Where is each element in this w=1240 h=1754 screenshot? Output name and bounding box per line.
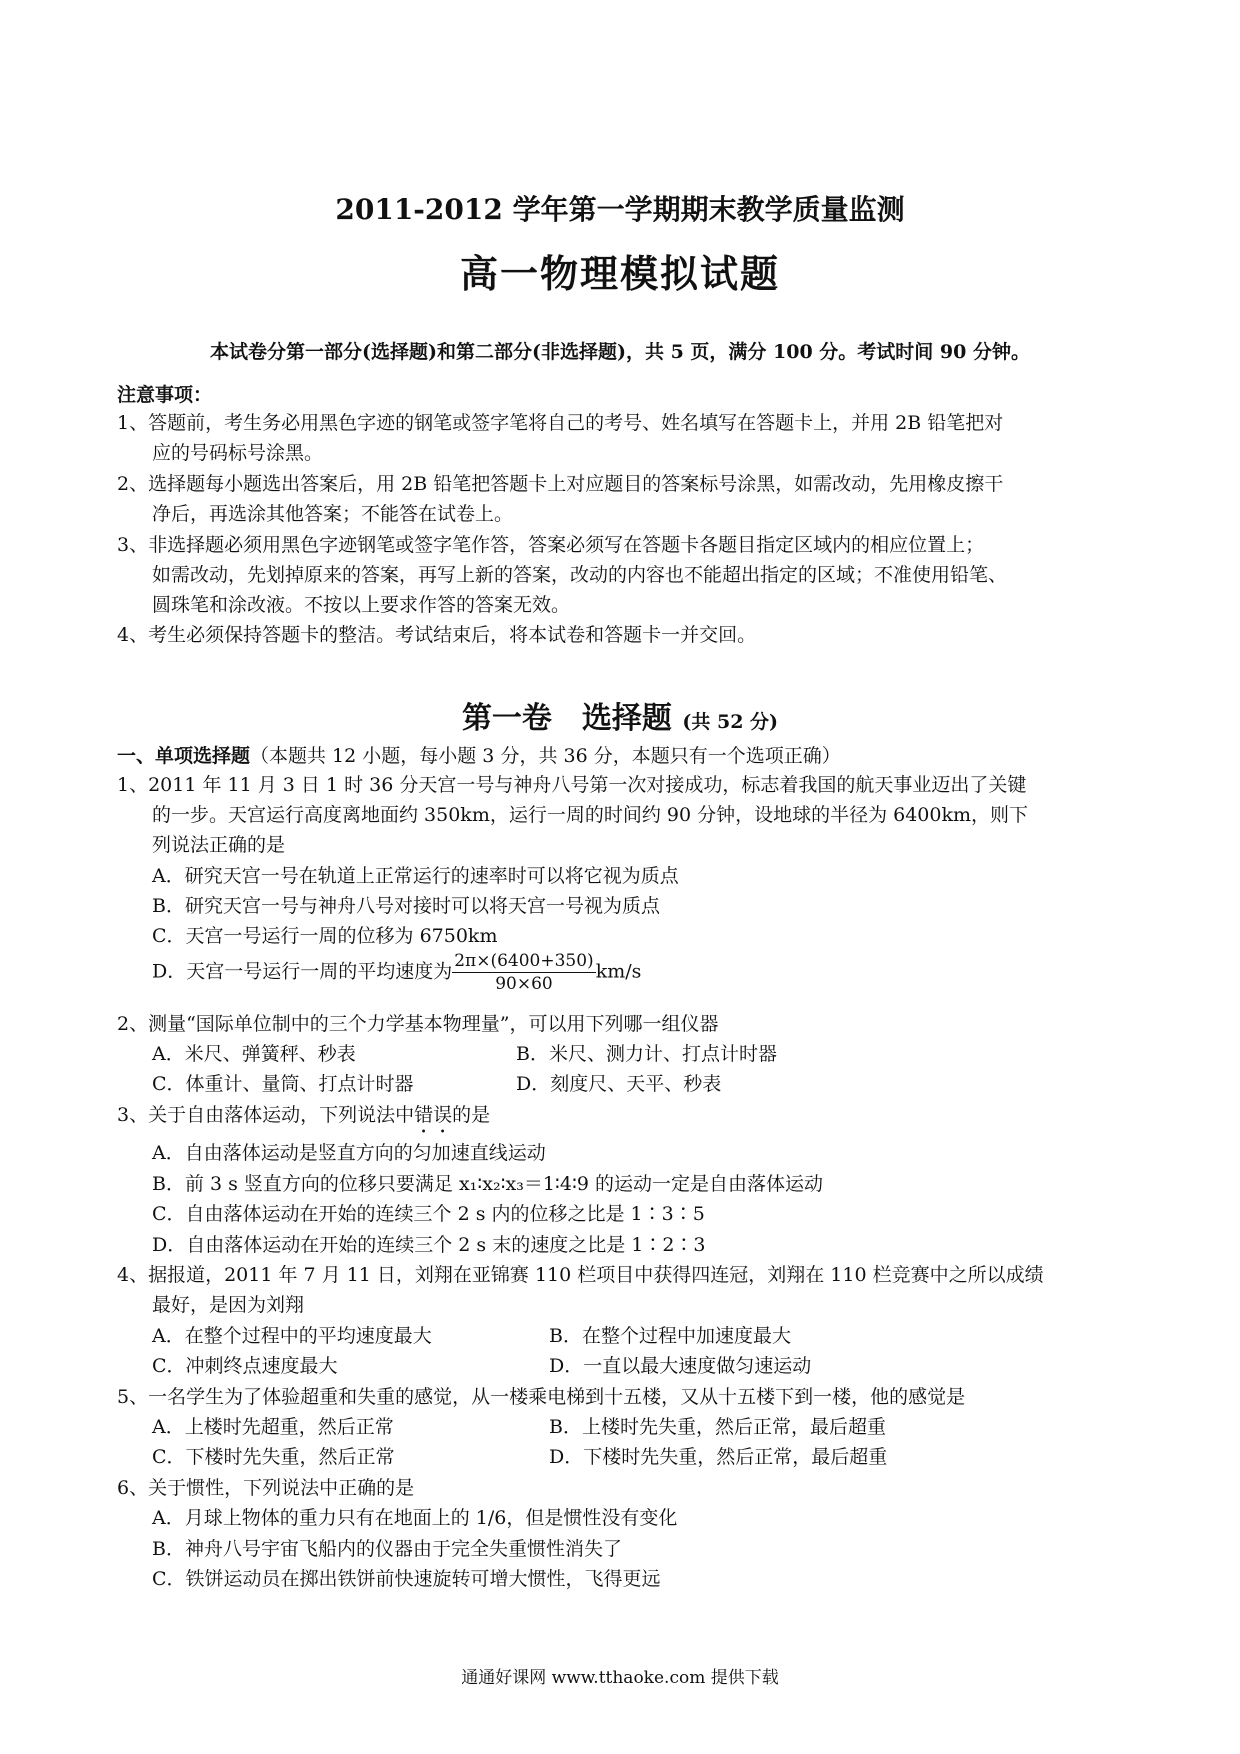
question-3-option-d: D．自由落体运动在开始的连续三个 2 s 末的速度之比是 1∶2∶3 [152, 1234, 706, 1256]
notice-line: 2、选择题每小题选出答案后，用 2B 铅笔把答题卡上对应题目的答案标号涂黑，如需改动，先用橡皮擦干 [117, 473, 1004, 495]
question-4-option-a: A．在整个过程中的平均速度最大 [152, 1325, 432, 1347]
notice-line: 应的号码标号涂黑。 [152, 442, 324, 464]
notice-line: 4、考生必须保持答题卡的整洁。考试结束后，将本试卷和答题卡一并交回。 [117, 624, 757, 646]
question-5-stem: 5、一名学生为了体验超重和失重的感觉，从一楼乘电梯到十五楼，又从十五楼下到一楼，他的感觉是 [117, 1386, 966, 1408]
notice-line: 净后，再选涂其他答案；不能答在试卷上。 [152, 503, 514, 525]
question-3-option-b: B．前 3 s 竖直方向的位移只要满足 x₁∶x₂∶x₃＝1∶4∶9 的运动一定是自由落体运动 [152, 1173, 824, 1195]
notice-line: 如需改动，先划掉原来的答案，再写上新的答案，改动的内容也不能超出指定的区域；不准使用铅笔、 [152, 564, 1008, 586]
notice-title: 注意事项： [117, 384, 213, 406]
exam-intro: 本试卷分第一部分(选择题)和第二部分(非选择题)，共 5 页，满分 100 分。考试时间 90 分钟。 [210, 341, 1030, 363]
question-1-option-d-text: D．天宫一号运行一周的平均速度为 [152, 960, 453, 983]
emphasis-character: 误 [433, 1104, 453, 1126]
question-4-line: 最好，是因为刘翔 [152, 1294, 305, 1316]
question-6-stem: 6、关于惯性，下列说法中正确的是 [117, 1477, 415, 1499]
question-1-line: 列说法正确的是 [152, 834, 286, 856]
question-6-option-c: C．铁饼运动员在掷出铁饼前快速旋转可增大惯性，飞得更远 [152, 1568, 661, 1590]
question-3-option-c: C．自由落体运动在开始的连续三个 2 s 内的位移之比是 1∶3∶5 [152, 1203, 705, 1225]
part-label: 一、单项选择题 [117, 745, 251, 767]
question-4-option-d: D．一直以最大速度做匀速运动 [549, 1355, 812, 1377]
exam-period-title: 2011-2012 学年第一学期期末教学质量监测 [335, 193, 905, 226]
exam-subject-title: 高一物理模拟试题 [459, 251, 780, 296]
question-1-option-b: B．研究天宫一号与神舟八号对接时可以将天宫一号视为质点 [152, 895, 660, 917]
part-heading [117, 743, 841, 769]
question-1-option-d [152, 950, 641, 995]
question-2-option-c: C．体重计、量筒、打点计时器 [152, 1073, 414, 1095]
question-2-option-d: D．刻度尺、天平、秒表 [516, 1073, 722, 1095]
question-1-option-a: A．研究天宫一号在轨道上正常运行的速率时可以将它视为质点 [152, 865, 679, 887]
question-6-option-b: B．神舟八号宇宙飞船内的仪器由于完全失重惯性消失了 [152, 1538, 622, 1560]
emphasis-character: 错 [414, 1104, 434, 1126]
question-5-option-b: B．上楼时先失重，然后正常，最后超重 [549, 1416, 886, 1438]
question-5-option-a: A．上楼时先超重，然后正常 [152, 1416, 394, 1438]
question-3-option-a: A．自由落体运动是竖直方向的匀加速直线运动 [152, 1142, 546, 1164]
average-velocity-fraction [452, 950, 595, 995]
question-4-option-b: B．在整个过程中加速度最大 [549, 1325, 791, 1347]
notice-line: 1、答题前，考生务必用黑色字迹的钢笔或签字笔将自己的考号、姓名填写在答题卡上，并用 2B 铅笔把对 [117, 412, 1004, 434]
question-3-stem-text: 3、关于自由落体运动，下列说法中 [117, 1104, 415, 1126]
footer-source: 通通好课网 www.tthaoke.com 提供下载 [461, 1668, 779, 1688]
question-2-stem: 2、测量“国际单位制中的三个力学基本物理量”，可以用下列哪一组仪器 [117, 1013, 719, 1035]
fraction-denominator: 90×60 [495, 974, 553, 994]
section-title-text: 第一卷 选择题 [461, 701, 672, 736]
question-4-line: 4、据报道，2011 年 7 月 11 日，刘翔在亚锦赛 110 栏项目中获得四连冠，刘翔在 110 栏竞赛中之所以成绩 [117, 1264, 1044, 1286]
question-1-option-c: C．天宫一号运行一周的位移为 6750km [152, 925, 498, 947]
question-1-line: 1、2011 年 11 月 3 日 1 时 36 分天宫一号与神舟八号第一次对接成功，标志着我国的航天事业迈出了关键 [117, 774, 1027, 796]
question-3-stem [117, 1102, 490, 1128]
question-2-option-b: B．米尺、测力计、打点计时器 [516, 1043, 777, 1065]
notice-line: 圆珠笔和涂改液。不按以上要求作答的答案无效。 [152, 594, 571, 616]
question-5-option-c: C．下楼时先失重，然后正常 [152, 1446, 395, 1468]
notice-line: 3、非选择题必须用黑色字迹钢笔或签字笔作答，答案必须写在答题卡各题目指定区域内的相应位置上； [117, 534, 985, 556]
question-3-stem-end: 的是 [452, 1104, 491, 1126]
velocity-unit: km/s [595, 960, 642, 983]
question-2-option-a: A．米尺、弹簧秤、秒表 [152, 1043, 356, 1065]
section-points: (共 52 分) [682, 711, 779, 733]
question-5-option-d: D．下楼时先失重，然后正常，最后超重 [549, 1446, 888, 1468]
question-1-line: 的一步。天宫运行高度离地面约 350km，运行一周的时间约 90 分钟，设地球的半径为 6400km，则下 [152, 804, 1029, 826]
question-4-option-c: C．冲刺终点速度最大 [152, 1355, 338, 1377]
fraction-numerator: 2π×(6400+350) [454, 951, 594, 971]
question-6-option-a: A．月球上物体的重力只有在地面上的 1/6，但是惯性没有变化 [152, 1507, 678, 1529]
section-title [0, 693, 1240, 737]
part-description: （本题共 12 小题，每小题 3 分，共 36 分，本题只有一个选项正确） [250, 745, 841, 767]
